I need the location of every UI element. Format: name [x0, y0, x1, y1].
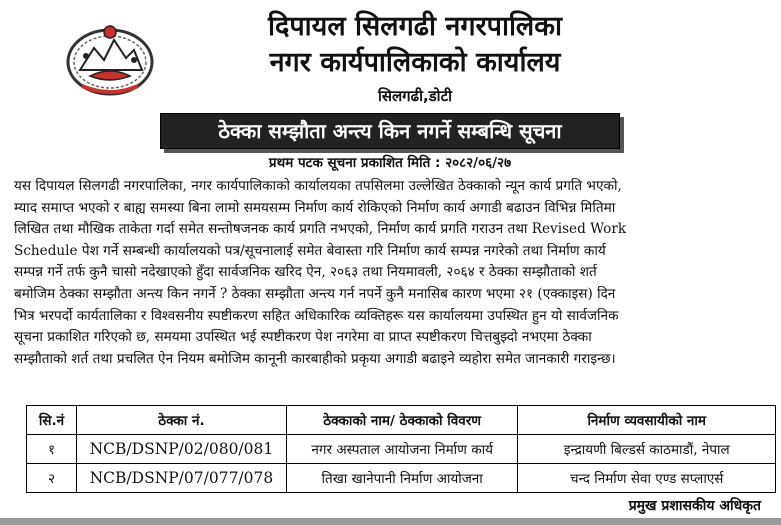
- body-line: बमोजिम ठेक्का सम्झौता अन्त्य किन नगर्ने ? ठेक्का सम्झौता अन्त्य गर्न नपर्ने कुनै मनासिब कारण भएमा २१ (एक्काइस) दिन: [14, 285, 616, 302]
- signature-title: प्रमुख प्रशासकीय अधिकृत: [628, 498, 761, 514]
- header-serial: सि.नं: [27, 406, 77, 435]
- cell-contract-name: तिखा खानेपानी निर्माण आयोजना: [286, 464, 518, 493]
- table-row: [27, 464, 776, 493]
- header-contract-name: ठेक्काको नाम/ ठेक्काको विवरण: [286, 406, 518, 435]
- body-line: म्याद समाप्त भएको र बाह्य समस्या बिना लामो समयसम्म निर्माण कार्य रोकिएको निर्माण कार्य अगाडी बढाउन विभिन्न मितिमा: [14, 199, 616, 216]
- office-title: नगर कार्यपालिकाको कार्यालय: [269, 47, 561, 78]
- cell-contract-name: नगर अस्पताल आयोजना निर्माण कार्य: [286, 435, 518, 464]
- body-line: सम्झौताको शर्त तथा प्रचलित ऐन नियम बमोजिम कानूनी कारबाहीको प्रकृया अगाडी बढाइने व्यहोरा समेत जानकारी गराइन्छ।: [14, 350, 616, 367]
- header-contractor: निर्माण व्यवसायीको नाम: [518, 406, 776, 435]
- body-line: सूचना प्रकाशित गरिएको छ, समयमा उपस्थित भई स्पष्टीकरण पेश नगरेमा वा प्राप्त स्पष्टीकरण चित्तबुझ्दो नभएमा ठेक्का: [14, 329, 592, 346]
- body-line: यस दिपायल सिलगढी नगरपालिका, नगर कार्यपालिकाको कार्यालयका तपसिलमा उल्लेखित ठेक्काको न्यून कार्य प्रगति भएको,: [14, 178, 622, 194]
- cell-serial: १: [27, 435, 77, 464]
- bottom-edge-bar: [0, 518, 781, 525]
- cell-contract-no: NCB/DSNP/02/080/081: [76, 435, 286, 464]
- notice-heading-banner: ठेक्का सम्झौता अन्त्य किन नगर्ने सम्बन्धि सूचना: [160, 113, 620, 149]
- municipality-title: दिपायल सिलगढी नगरपालिका: [268, 11, 562, 42]
- table-header-row: [27, 406, 776, 435]
- header-contract-no: ठेक्का नं.: [76, 406, 286, 435]
- cell-contractor: चन्द निर्माण सेवा एण्ड सप्लाएर्स: [518, 464, 776, 493]
- publication-date: प्रथम पटक सूचना प्रकाशित मिति : २०८२/०६/२७: [268, 155, 512, 171]
- body-line: लिखित तथा मौखिक ताकेता गर्दा समेत सन्तोषजनक कार्य प्रगति नभएको, निर्माण कार्य प्रगति गराउन तथा Revised Work: [14, 221, 627, 238]
- office-location: सिलगढी,डोटी: [377, 87, 453, 105]
- body-line: सम्पन्न गर्ने तर्फ कुनै चासो नदेखाएको हुँदा सार्वजनिक खरिद ऐन, २०६३ तथा नियमावली, २०६४ र ठेक्का सम्झौताको शर्त: [14, 264, 597, 281]
- cell-contract-no: NCB/DSNP/07/077/078: [76, 464, 286, 493]
- body-line: Schedule पेश गर्ने सम्बन्धी कार्यालयको पत्र/सूचनालाई समेत बेवास्ता गरि निर्माण कार्य सम्पन्न नगरेको तथा निर्माण कार्य: [14, 242, 606, 259]
- nepal-government-emblem-icon: [64, 18, 156, 98]
- notice-body: [14, 176, 774, 370]
- body-line: भित्र भरपर्दो कार्यतालिका र विश्वसनीय स्पष्टीकरण सहित अधिकारिक व्यक्तिहरू यस कार्यालयमा उपस्थित हुन यो सार्वजनिक: [14, 307, 619, 324]
- table-row: [27, 435, 776, 464]
- cell-contractor: इन्द्रायणी बिल्डर्स काठमाडौं, नेपाल: [518, 435, 776, 464]
- cell-serial: २: [27, 464, 77, 493]
- contract-table: [26, 405, 776, 493]
